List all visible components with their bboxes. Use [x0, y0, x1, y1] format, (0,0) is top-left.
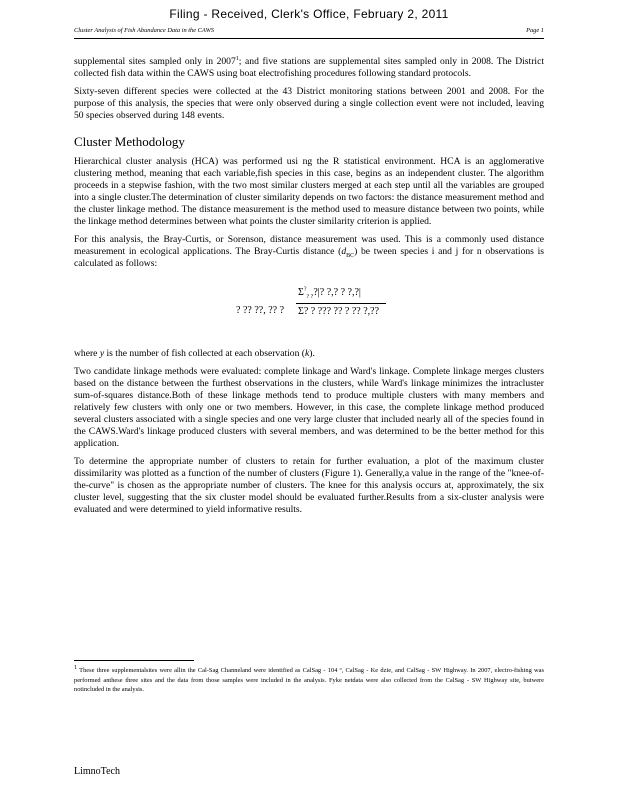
footnote-text: These three supplementalsites were allin the Cal-Sag Channeland were identified as CalSag - 104 º, CalSag - Ke dzie, and CalSag - SW Highway. In 2007, electro-fishing was performed anthese three sites and the data from those samples were included in the analysis. Fyke netdata were also collected from the CalSag - SW Highway site, butwere notincluded in the analysis. [74, 667, 544, 693]
paragraph-hca: Hierarchical cluster analysis (HCA) was performed usi ng the R statistical environment. HCA is an agglomerative clustering method, meaning that each variable,fish species in this case, begins as an independent cluster. The algorithm proceeds in a stepwise fashion, with the two most similar clusters merged at each step until all the variables are grouped into a single cluster.The determination of cluster similarity depends on two factors: the distance measurement method and the cluster linkage method. The distance measurement is the method used to measure distance between two points, while the linkage method determines between what points the cluster similarity criterion is applied. [74, 156, 544, 227]
footnote-mark: 1 [74, 664, 77, 671]
page-number: Page 1 [526, 27, 544, 34]
equation-denominator: Σ? ? ??? ?? ? ?? ?,?? [298, 306, 380, 317]
section-heading: Cluster Methodology [74, 134, 185, 149]
footnote-ref: 1 [235, 55, 239, 62]
equation-numerator: $\Sigma^?_{? ?}?|$? ?,? ? ?,?| [298, 286, 361, 300]
paragraph-knee: To determine the appropriate number of clusters to retain for further evaluation, a plot of the maximum cluster dissimilarity was plotted as a function of the number of clusters (Figure 1). Generally,a value in the range of the "knee-of-the-curve" is chosen as the appropriate number of clusters. The knee for this analysis occurs at, approximately, the six cluster level, suggesting that the six cluster model should be evaluated further.Results from a six-cluster analysis were evaluated and were determined to yield informative results. [74, 456, 544, 515]
filing-stamp: Filing - Received, Clerk's Office, February 2, 2011 [169, 7, 449, 21]
equation-lhs: ? ?? ??, ?? ? [236, 305, 285, 316]
document-body [74, 56, 544, 522]
bray-curtis-equation [74, 278, 544, 342]
footnote [74, 666, 544, 695]
running-head [74, 27, 544, 34]
paragraph-where: where y is the number of fish collected at each observation (k). [74, 348, 315, 359]
header-rule [74, 38, 544, 39]
running-head-title: Cluster Analysis of Fish Abundance Data in the CAWS [74, 27, 215, 34]
paragraph-stations: supplemental sites sampled only in 2007$^1$; and five stations are supplemental sites sampled only in 2008. The District collected fish data within the CAWS using boat electrofishing procedures following standard protocols. [74, 55, 544, 79]
paragraph-linkage: Two candidate linkage methods were evaluated: complete linkage and Ward's linkage. Complete linkage merges clusters based on the distance between the furthest observations in the clusters, while Ward's linkage minimizes the intracluster sum-of-squares distance.Both of these linkage methods tend to produce multiple clusters with many members and relatively few clusters with only one or two members. However, in this case, the complete linkage method produced several clusters associated with a single species and one very large cluster that included nearly all of the species found in the CAWS.Ward's linkage produced clusters with several members, and was determined to be the better method for this application. [74, 366, 544, 449]
paragraph-bray-curtis: For this analysis, the Bray-Curtis, or Sorenson, distance measurement was used. This is a commonly used distance measurement in ecological applications. The Bray-Curtis distance $(d_{BC})$ be tween species i and j for n observations is calculated as follows: [74, 234, 544, 269]
footnote-rule [74, 660, 194, 661]
paragraph-species: Sixty-seven different species were collected at the 43 District monitoring stations between 2001 and 2008. For the purpose of this analysis, the species that were only observed during a single collection event were not included, leaving 50 species observed during 148 events. [74, 86, 544, 121]
company-name: LimnoTech [74, 766, 120, 777]
fraction-bar [296, 303, 386, 304]
